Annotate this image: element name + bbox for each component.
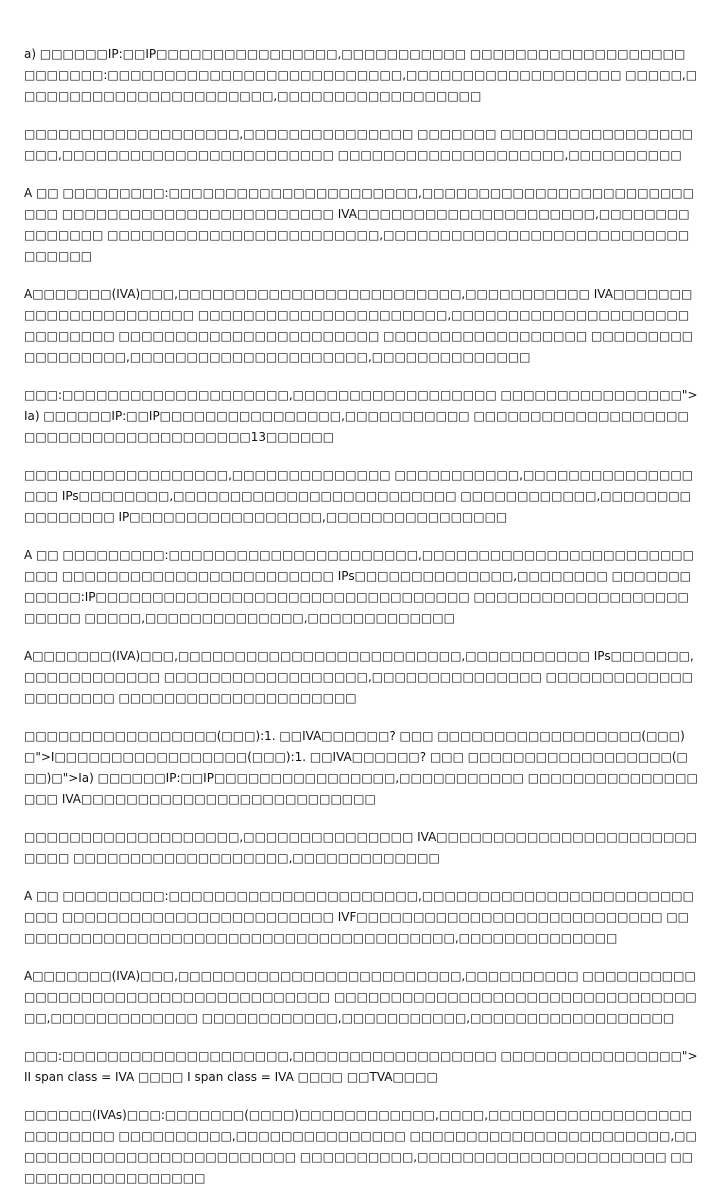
paragraph-9: □□□□□□□□□□□□□□□□□(□□□):1. □□IVA□□□□□□? □□□ □□□□□□□□□□□□□□□□□□(□□□)□">I□□□□□□□□□□□□□□□□□(□□□):1. □□IVA□□□□□□? □□□ □□□□□□□□□□□□□□□□□□(□□□)□">Ia) □□□□□□IP:□□IP□□□□□□□□□□□□□□□□,□□□□□□□□□□□ □□□□□□□□□□□□□□□□□□ IVA□□□□□□□□□□□□□□□□□□□□□□□□□□ xyxy=(24,729,698,806)
paragraph-2: □□□□□□□□□□□□□□□□□□□,□□□□□□□□□□□□□□□ □□□□□□□ □□□□□□□□□□□□□□□□□□□□,□□□□□□□□□□□□□□□□□□□□□□□□ □□□□□□□□□□□□□□□□□□□□,□□□□□□□□□□ xyxy=(24,127,694,162)
paragraph-13: □□□:□□□□□□□□□□□□□□□□□□□□,□□□□□□□□□□□□□□□□□□ □□□□□□□□□□□□□□□□">II span class = IVA □□□□ I span class = IVA □□□□ □□TVA□□□□ xyxy=(24,1049,698,1084)
paragraph-4: A□□□□□□□(IVA)□□□,□□□□□□□□□□□□□□□□□□□□□□□□□,□□□□□□□□□□□ IVA□□□□□□□□□□□□□□□□□□□□□□ □□□□□□□□□□□□□□□□□□□□□□,□□□□□□□□□□□□□□□□□□□□□□□□□□□□□ □□□□□□□□□□□□□□□□□□□□□□□ □□□□□□□□□□□□□□□□□□ □□□□□□□□□□□□□□□□□□,□□□□□□□□□□□□□□□□□□□□□,□□□□□□□□□□□□□□ xyxy=(24,287,694,364)
paragraph-3: A □□ □□□□□□□□□:□□□□□□□□□□□□□□□□□□□□□□,□□□□□□□□□□□□□□□□□□□□□□□□□□□ □□□□□□□□□□□□□□□□□□□□□□□□ IVA□□□□□□□□□□□□□□□□□□□□□,□□□□□□□□□□□□□□□ □□□□□□□□□□□□□□□□□□□□□□□□,□□□□□□□□□□□□□□□□□□□□□□□□□□□□□□□□□ xyxy=(24,186,694,263)
paragraph-7: A □□ □□□□□□□□□:□□□□□□□□□□□□□□□□□□□□□□,□□□□□□□□□□□□□□□□□□□□□□□□□□□ □□□□□□□□□□□□□□□□□□□□□□□□ IPs□□□□□□□□□□□□□□,□□□□□□□□ □□□□□□□□□□□□:IP□□□□□□□□□□□□□□□□□□□□□□□□□□□□□□□□□ □□□□□□□□□□□□□□□□□□□□□□□□ □□□□□,□□□□□□□□□□□□□□,□□□□□□□□□□□□□ xyxy=(24,548,694,625)
paragraph-11: A □□ □□□□□□□□□:□□□□□□□□□□□□□□□□□□□□□□,□□□□□□□□□□□□□□□□□□□□□□□□□□□ □□□□□□□□□□□□□□□□□□□□□□□□ IVF□□□□□□□□□□□□□□□□□□□□□□□□□□□ □□□□□□□□□□□□□□□□□□□□□□□□□□□□□□□□□□□□□□□□,□□□□□□□□□□□□□□ xyxy=(24,889,694,945)
paragraph-1: a) □□□□□□IP:□□IP□□□□□□□□□□□□□□□□,□□□□□□□□□□□ □□□□□□□□□□□□□□□□□□□ □□□□□□□:□□□□□□□□□□□□□□□□□□□□□□□□□□,□□□□□□□□□□□□□□□□□□□ □□□□□,□□□□□□□□□□□□□□□□□□□□□□□,□□□□□□□□□□□□□□□□□□ xyxy=(24,47,698,103)
paragraph-6: □□□□□□□□□□□□□□□□□□,□□□□□□□□□□□□□□ □□□□□□□□□□□,□□□□□□□□□□□□□□□□□□ IPs□□□□□□□□,□□□□□□□□□□□□□□□□□□□□□□□□□ □□□□□□□□□□□□,□□□□□□□□□□□□□□□□ IP□□□□□□□□□□□□□□□□□,□□□□□□□□□□□□□□□□ xyxy=(24,468,694,524)
paragraph-10: □□□□□□□□□□□□□□□□□□□,□□□□□□□□□□□□□□□ IVA□□□□□□□□□□□□□□□□□□□□□□□□□□□ □□□□□□□□□□□□□□□□□□□,□□□□□□□□□□□□□ xyxy=(24,830,698,865)
paragraph-14: □□□□□□(IVAs)□□□:□□□□□□□(□□□□)□□□□□□□□□□□□,□□□□,□□□□□□□□□□□□□□□□□□□□□□□□□□ □□□□□□□□□□,□□□□□□□□□□□□□□□ □□□□□□□□□□□□□□□□□□□□□□□,□□□□□□□□□□□□□□□□□□□□□□□□□□ □□□□□□□□□□,□□□□□□□□□□□□□□□□□□□□□□ □□□□□□□□□□□□□□□□□□ xyxy=(24,1108,697,1185)
paragraph-8: A□□□□□□□(IVA)□□□,□□□□□□□□□□□□□□□□□□□□□□□□□,□□□□□□□□□□□ IPs□□□□□□□,□□□□□□□□□□□□ □□□□□□□□□□□□□□□□□□,□□□□□□□□□□□□□□□ □□□□□□□□□□□□□□□□□□□□□ □□□□□□□□□□□□□□□□□□□□□ xyxy=(24,649,694,705)
paragraph-5: □□□:□□□□□□□□□□□□□□□□□□□□,□□□□□□□□□□□□□□□□□□ □□□□□□□□□□□□□□□□">Ia) □□□□□□IP:□□IP□□□□□□□□□□□□□□□□,□□□□□□□□□□□ □□□□□□□□□□□□□□□□□□□ □□□□□□□□□□□□□□□□□□□□13□□□□□□ xyxy=(24,388,698,444)
paragraph-12: A□□□□□□□(IVA)□□□,□□□□□□□□□□□□□□□□□□□□□□□□□,□□□□□□□□□□ □□□□□□□□□□□□□□□□□□□□□□□□□□□□□□□□□□□□□ □□□□□□□□□□□□□□□□□□□□□□□□□□□□□□□□□□,□□□□□□□□□□□□□ □□□□□□□□□□□□,□□□□□□□□□□□,□□□□□□□□□□□□□□□□□□ xyxy=(24,969,697,1025)
